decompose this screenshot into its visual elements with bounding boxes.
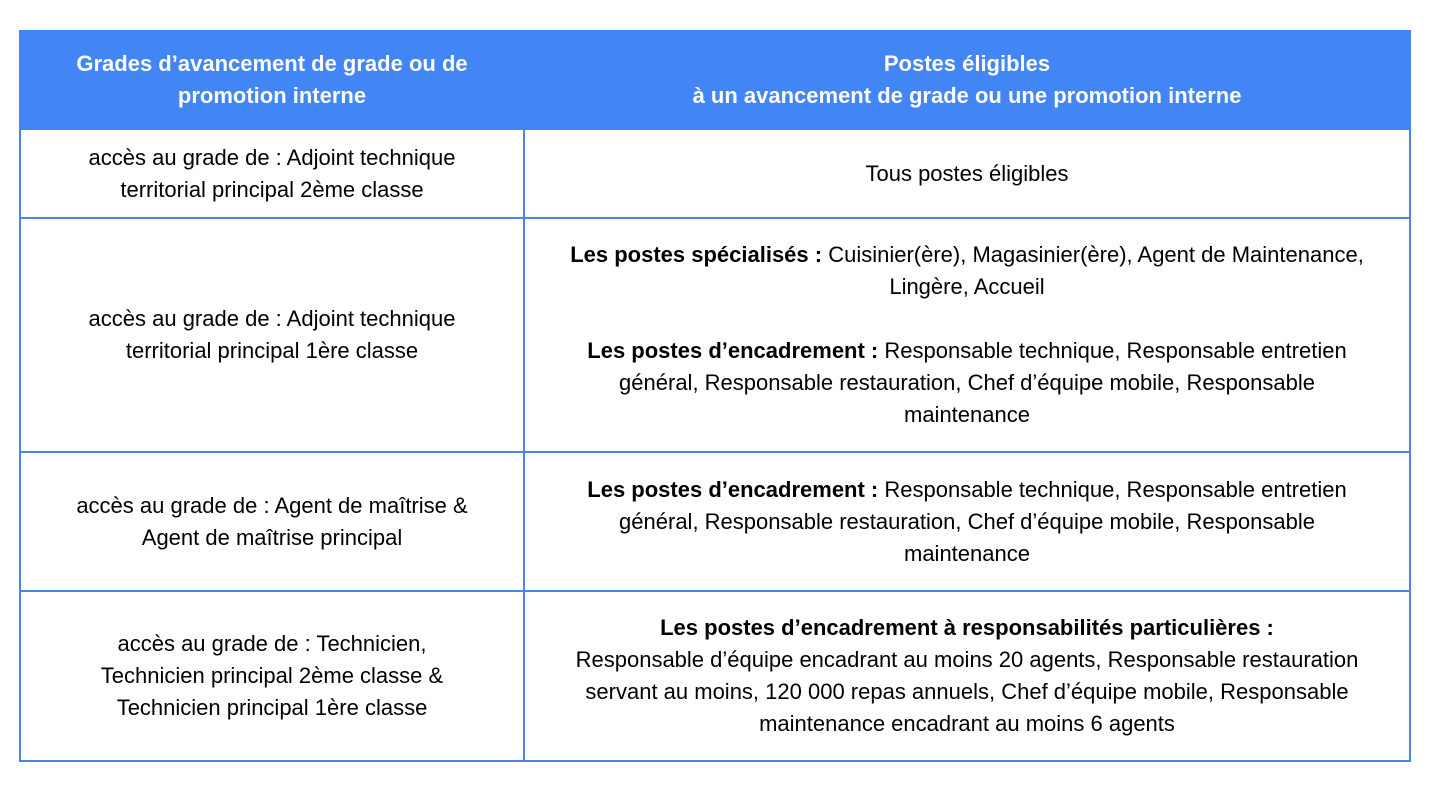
postes-paragraph — [565, 335, 1369, 431]
header-postes-line: à un avancement de grade ou une promotion interne — [692, 83, 1242, 108]
grade-line: accès au grade de : Technicien, — [117, 631, 427, 656]
postes-text: Cuisinier(ère), Magasinier(ère), Agent de Maintenance, Lingère, Accueil — [822, 242, 1364, 299]
header-grades-line: Grades d’avancement de grade ou de — [76, 51, 468, 76]
grade-cell — [20, 452, 524, 591]
postes-cell — [524, 218, 1410, 452]
postes-text: Responsable technique, Responsable entretien général, Responsable restauration, Chef d’équipe mobile, Responsable maintenance — [619, 338, 1347, 427]
grade-cell — [20, 218, 524, 452]
postes-category-label: Les postes d’encadrement à responsabilités particulières : — [660, 615, 1274, 640]
postes-cell — [524, 129, 1410, 218]
postes-text: Responsable d’équipe encadrant au moins 20 agents, Responsable restauration servant au moins, 120 000 repas annuels, Chef d’équipe mobile, Responsable maintenance encadrant au moins 6 agents — [575, 647, 1359, 736]
postes-paragraph — [565, 239, 1369, 303]
postes-category: Les postes d’encadrement : — [587, 476, 879, 502]
grade-line: accès au grade de : Adjoint technique — [88, 306, 456, 331]
header-grades-line: promotion interne — [177, 83, 367, 108]
grade-line: Technicien principal 1ère classe — [116, 695, 428, 720]
postes-text: Tous postes éligibles — [865, 160, 1069, 186]
header-row — [20, 31, 1410, 129]
grade-cell — [20, 591, 524, 761]
grade-line: territorial principal 2ème classe — [120, 176, 424, 202]
postes-category: Les postes spécialisés : — [570, 242, 823, 267]
postes-category: Les postes d’encadrement : — [587, 338, 879, 363]
table-row — [20, 218, 1410, 452]
table-row — [20, 452, 1410, 591]
grade-line: accès au grade de : Adjoint technique — [88, 144, 456, 170]
postes-cell — [524, 452, 1410, 591]
grade-line: territorial principal 1ère classe — [125, 338, 419, 363]
header-grades — [20, 31, 524, 129]
grade-line: Agent de maîtrise principal — [141, 524, 403, 550]
grade-cell — [20, 129, 524, 218]
table-row — [20, 591, 1410, 761]
eligibility-table — [19, 30, 1411, 762]
grade-line: accès au grade de : Agent de maîtrise & — [76, 492, 468, 518]
header-postes — [524, 31, 1410, 129]
table-row — [20, 129, 1410, 218]
grade-line: Technicien principal 2ème classe & — [100, 663, 444, 688]
postes-cell — [524, 591, 1410, 761]
postes-category — [565, 612, 1369, 644]
header-postes-line: Postes éligibles — [883, 51, 1051, 76]
postes-paragraph — [565, 474, 1369, 570]
postes-text: Responsable technique, Responsable entretien général, Responsable restauration, Chef d’équipe mobile, Responsable maintenance — [619, 476, 1347, 566]
